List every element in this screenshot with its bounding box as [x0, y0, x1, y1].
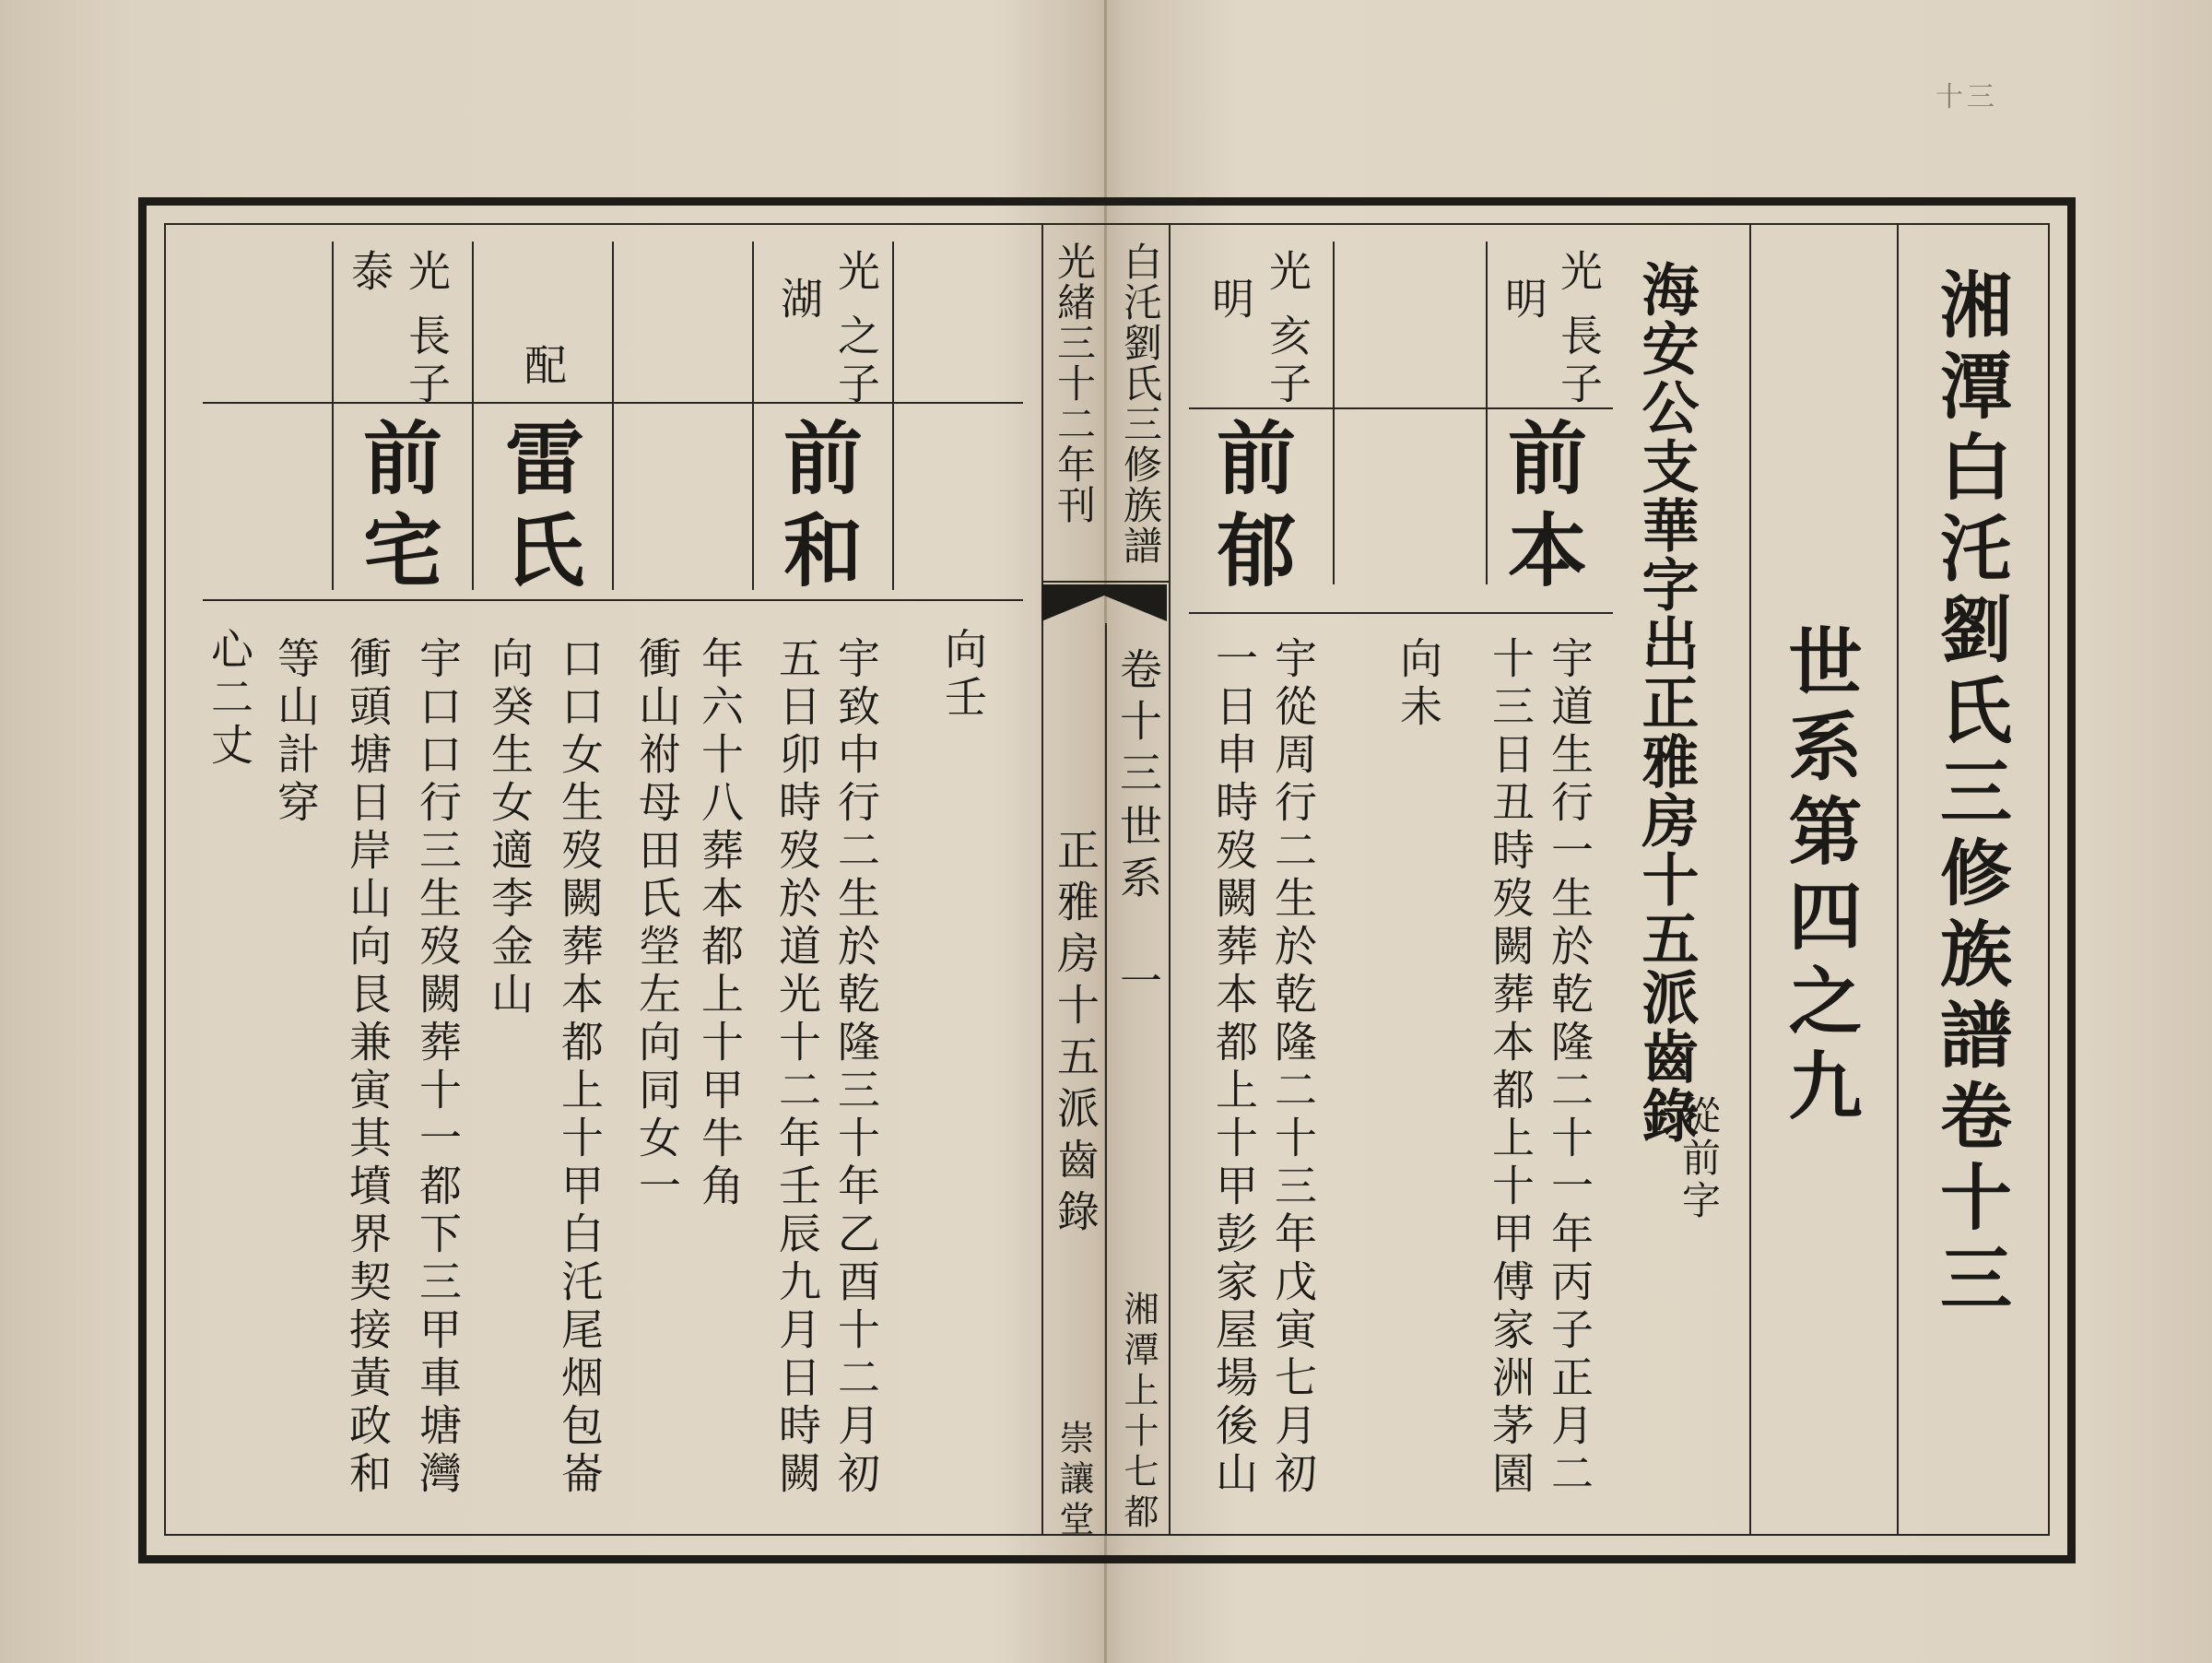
center-volume: 卷十三: [1113, 647, 1163, 802]
fishtail-mark: [1040, 583, 1169, 623]
entry-1-detail-2: 十三日丑時歿闕葬本都上十甲傅家洲茅園: [1486, 636, 1535, 1499]
entry-1-parent-2: 長子: [1554, 313, 1604, 409]
chapter-column-divider: [1749, 225, 1751, 1534]
center-band-left-line: [1041, 225, 1043, 1534]
left-name-rule: [203, 599, 1023, 601]
center-branch: 正雅房十五派齒錄: [1051, 828, 1100, 1241]
entry-3-detail-3: 五日卯時歿於道光十二年壬辰九月日時闕: [772, 636, 822, 1499]
entry-3-name: 前和: [770, 417, 863, 601]
center-band-right-line: [1169, 225, 1171, 1534]
entry-5-detail-1: 宇口口行三生歿闕葬十一都下三甲車塘灣: [413, 636, 463, 1499]
entry-3-detail-1: 向壬: [938, 627, 988, 723]
right-name-rule: [1189, 612, 1613, 614]
left-entry-divider-c: [612, 242, 614, 590]
entry-2-detail-2: 一日申時歿闕葬本都上十甲彭家屋場後山: [1209, 636, 1259, 1499]
center-section: 世系: [1113, 804, 1163, 907]
chapter-title: 世系第四之九: [1776, 623, 1863, 1132]
left-entry-divider-b: [472, 242, 474, 590]
right-entry-divider-a: [1333, 242, 1335, 584]
entry-1-name: 前本: [1494, 417, 1587, 601]
left-entry-divider-d: [752, 242, 754, 590]
entry-1-parent-1: 光: [1554, 249, 1604, 297]
right-generation-rule: [1189, 407, 1613, 409]
entry-5-name: 前宅: [349, 417, 442, 601]
entry-3-detail-5: 衝山祔母田氏塋左向同女一: [632, 636, 682, 1211]
entry-5-parent-1: 光: [402, 249, 452, 297]
entry-5-detail-2: 衝頭塘日岸山向艮兼寅其墳界契接黃政和: [343, 636, 393, 1499]
entry-5-parent-2: 長子: [402, 313, 452, 409]
entry-4-spouse-label: 配: [518, 343, 568, 391]
entry-1-parent-3: 明: [1499, 277, 1548, 324]
entry-1-detail-3: 向未: [1394, 636, 1443, 732]
center-page-number: 一: [1113, 959, 1163, 1010]
center-place: 湘潭上十七都: [1118, 1291, 1159, 1534]
entry-5-detail-3: 等山計穿: [271, 636, 321, 828]
entry-4-name: 雷氏: [491, 417, 584, 601]
entry-4-detail-2: 向癸生女適李金山: [485, 636, 535, 1020]
left-entry-divider-a: [332, 242, 334, 590]
entry-2-parent-3: 明: [1206, 277, 1255, 324]
center-edition: 光緒三十二年刊: [1052, 242, 1097, 525]
entry-3-parent-2: 之子: [831, 313, 881, 409]
center-book-title: 白汑劉氏三修族譜: [1118, 242, 1163, 566]
entry-5-parent-3: 泰: [345, 249, 394, 297]
entry-3-parent-1: 光: [831, 249, 881, 297]
entry-2-parent-1: 光: [1263, 249, 1312, 297]
title-column-divider: [1897, 225, 1899, 1534]
page-mark: 十三: [1936, 81, 1998, 113]
entry-2-name: 前郁: [1203, 417, 1296, 601]
left-entry-divider-e: [892, 242, 894, 590]
entry-3-detail-2: 宇致中行二生於乾隆三十年乙酉十二月初: [831, 636, 881, 1499]
center-band-mid-line: [1105, 623, 1107, 1534]
right-entry-divider-b: [1486, 242, 1488, 584]
center-hall: 崇讓堂: [1053, 1420, 1094, 1541]
section-heading-note: 從前字: [1677, 1095, 1722, 1222]
entry-3-parent-3: 湖: [774, 277, 824, 324]
book-title: 湘潭白汑劉氏三修族譜卷十三: [1928, 267, 2012, 1322]
section-heading: 海安公支華字出正雅房十五派齒錄: [1632, 260, 1700, 1145]
entry-2-parent-2: 亥子: [1263, 313, 1312, 409]
entry-4-detail-1: 口口女生歿闕葬本都上十甲白汑尾烟包崙: [555, 636, 605, 1499]
entry-2-detail-1: 宇從周行二生於乾隆二十三年戊寅七月初: [1268, 636, 1318, 1499]
entry-3-detail-4: 年六十八葬本都上十甲牛角: [695, 636, 745, 1211]
entry-5-detail-4: 心二丈: [205, 627, 254, 771]
entry-1-detail-1: 宇道生行一生於乾隆二十一年丙子正月二: [1545, 636, 1594, 1499]
